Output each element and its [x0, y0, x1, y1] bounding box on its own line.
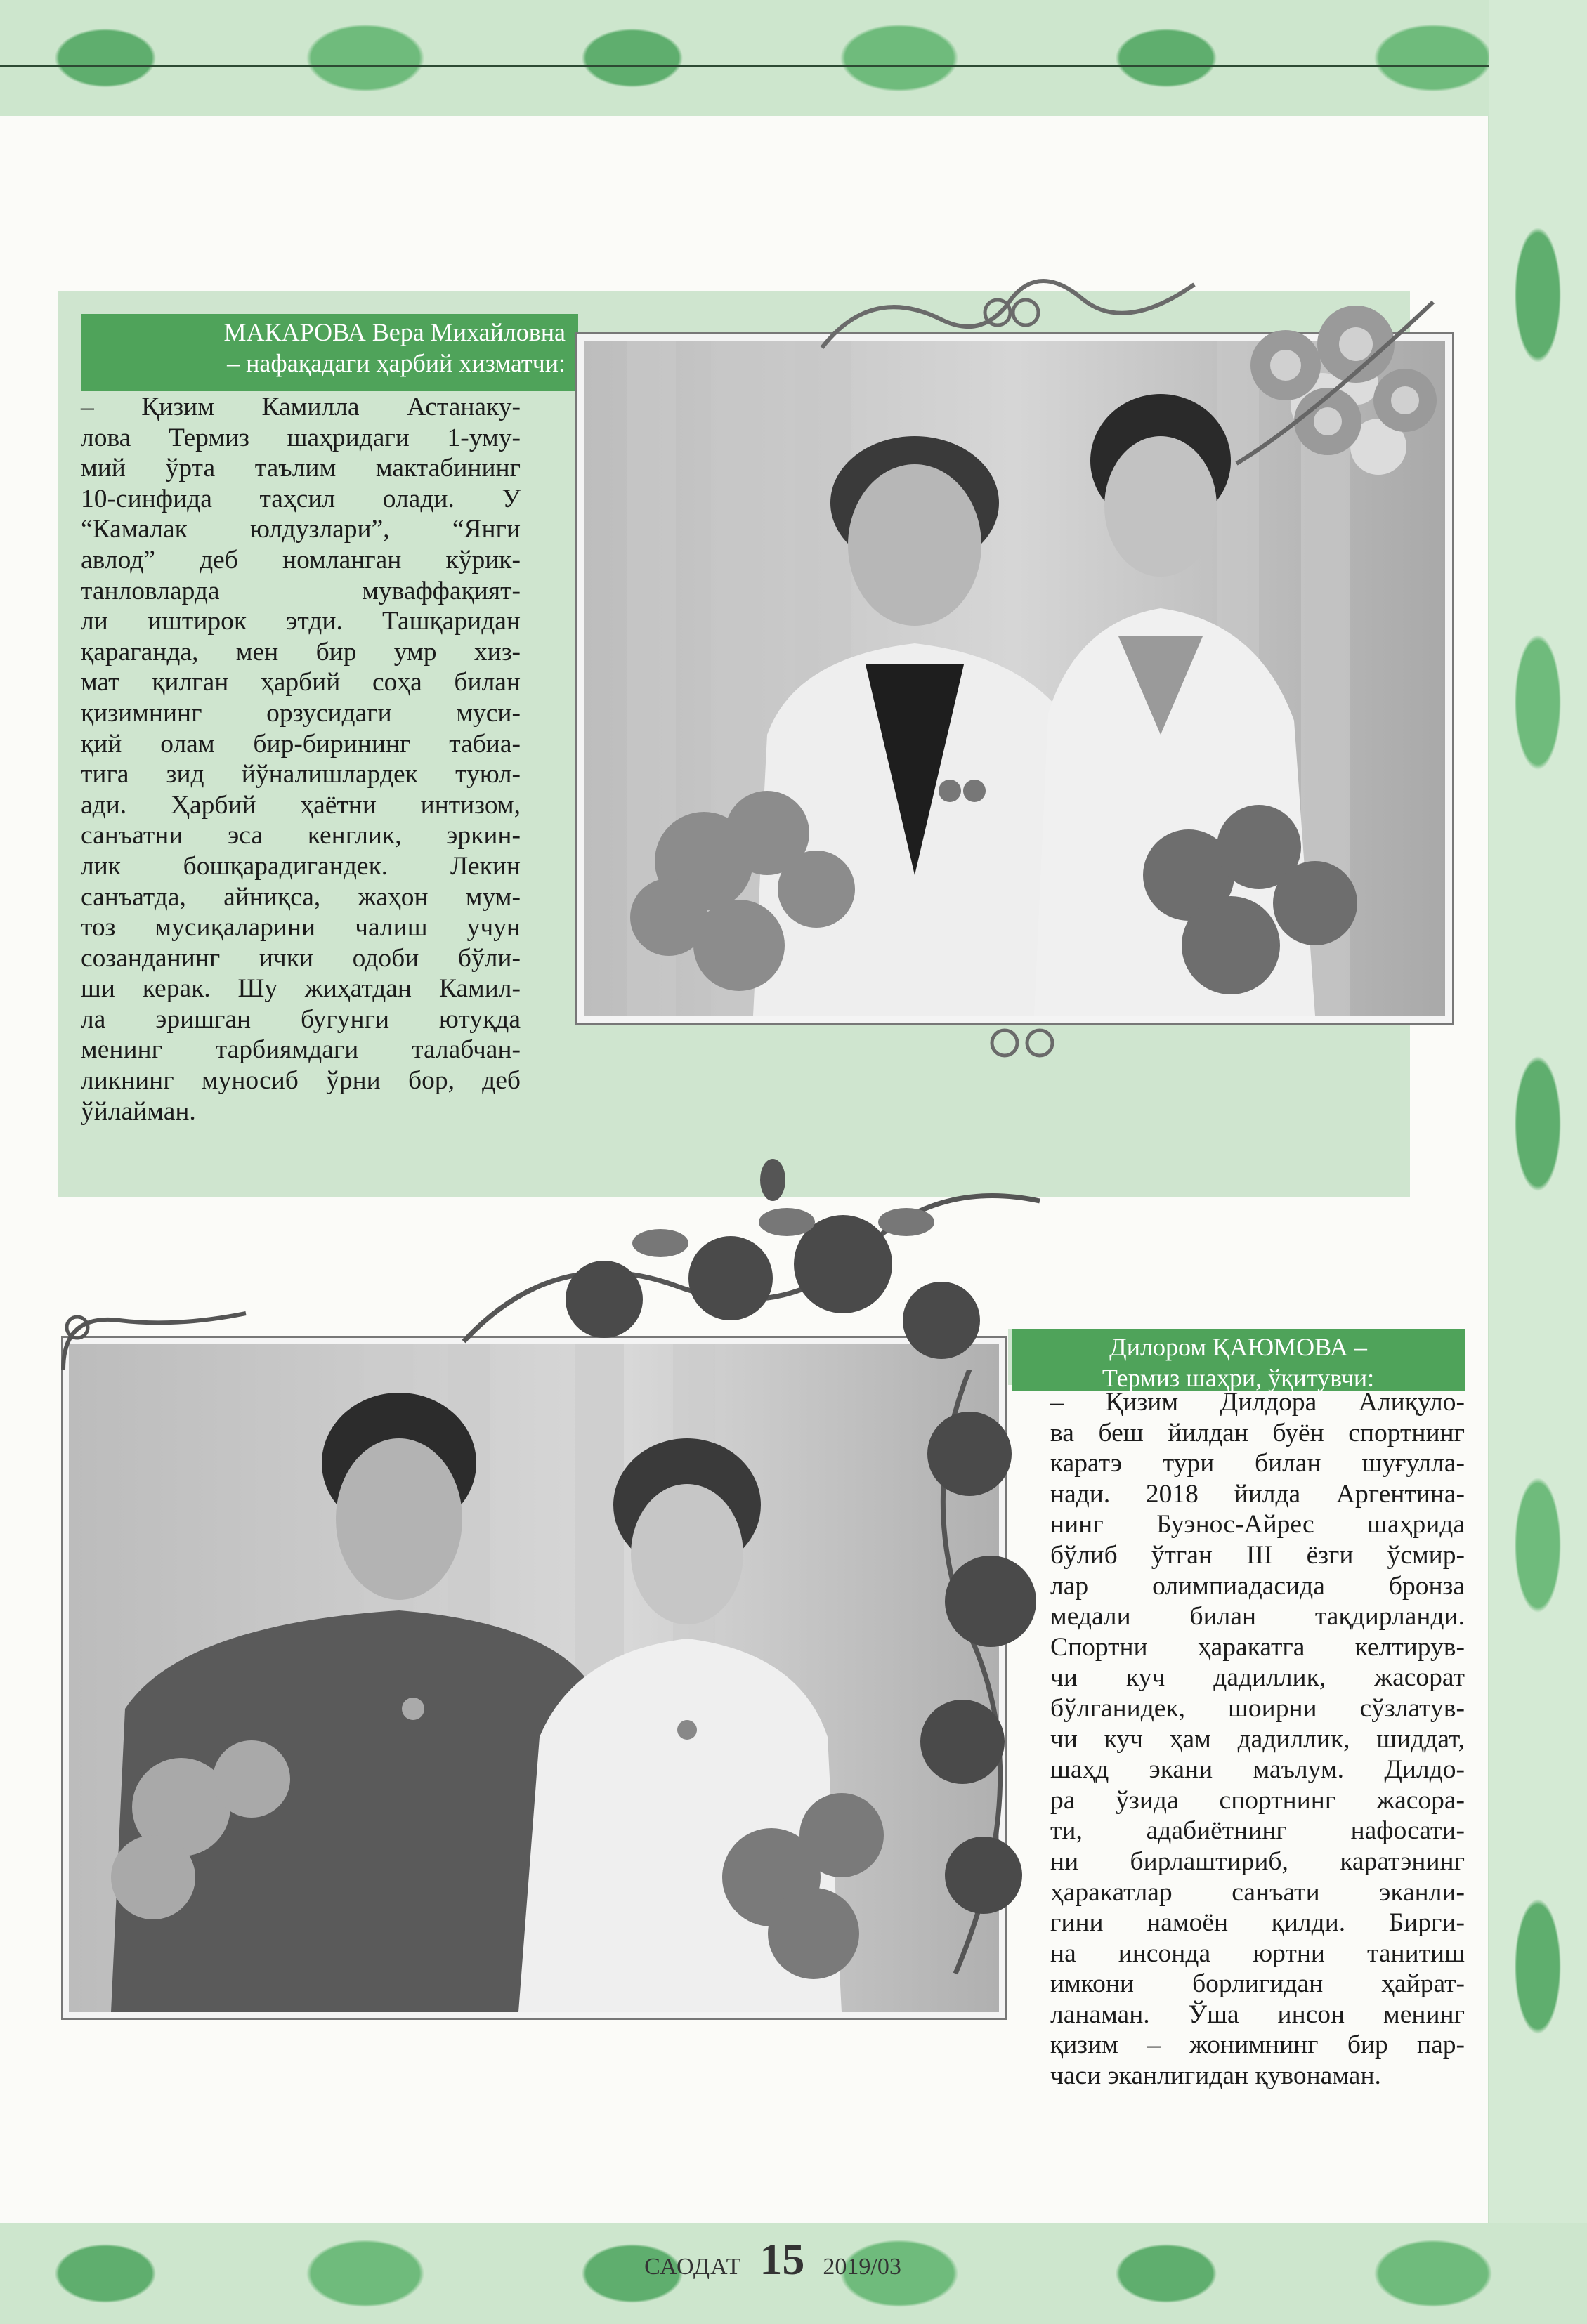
- section2-author-box: [1012, 1329, 1465, 1391]
- section2-author-role: Термиз шаҳри, ўқитувчи:: [1102, 1364, 1375, 1392]
- mother-and-daughter-photo-2: [69, 1344, 999, 2012]
- section2-text-line: часи эканлигидан қувонаман.: [1050, 2061, 1381, 2091]
- section2-text-line: шаҳд экани маълум. Дилдо-: [1050, 1755, 1465, 1785]
- section1-text-line: ши керак. Шу жиҳатдан Камил-: [81, 974, 521, 1004]
- section1-text-line: – Қизим Камилла Астанаку-: [81, 393, 521, 421]
- section2-text-line: ва беш йилдан буён спортнинг: [1050, 1418, 1465, 1447]
- section1-text-line: ади. Ҳарбий ҳаётни интизом,: [81, 790, 521, 820]
- section1-text-line: “Камалак юлдузлари”, “Янги: [81, 515, 521, 544]
- section1-author-name: МАКАРОВА Вера Михайловна: [223, 318, 566, 346]
- section2-text-line: ланаман. Ўша инсон менинг: [1050, 2000, 1465, 2029]
- section1-text-line: қий олам бир-бирининг табиа-: [81, 729, 521, 759]
- section2-text-line: ра ўзида спортнинг жасора-: [1050, 1785, 1465, 1815]
- section1-text-line: тоз мусиқаларини чалиш учун: [81, 913, 521, 943]
- section2-text-line: ҳаракатлар санъати эканли-: [1050, 1877, 1465, 1907]
- flower-bouquet-ornament: [1222, 281, 1454, 485]
- section1-text-line: мат қилган ҳарбий соҳа билан: [81, 668, 521, 697]
- section2-text-line: ни бирлаштириб, каратэнинг: [1050, 1846, 1465, 1876]
- section2-text-line: нади. 2018 йилда Аргентина-: [1050, 1479, 1465, 1509]
- section2-author-name: Дилором ҚАЮМОВА –: [1109, 1333, 1367, 1361]
- section2-text-line: Спортни ҳаракатга келтирув-: [1050, 1632, 1465, 1662]
- section1-text-line: ла эришган бугунги ютуқда: [81, 1004, 521, 1034]
- swirl-ornament-top: [815, 270, 1208, 362]
- section1-text-line: қараганда, мен бир умр хиз-: [81, 637, 521, 667]
- section2-text-line: на инсонда юртни танитиш: [1050, 1938, 1465, 1968]
- section1-author-box: [81, 314, 578, 391]
- issue-number: 2019/03: [823, 2254, 901, 2280]
- section1-text-line: ликнинг муносиб ўрни бор, деб: [81, 1066, 521, 1096]
- section1-text-line: қизимнинг орзусидаги муси-: [81, 698, 521, 728]
- section1-text-line: санъатни эса кенглик, эркин-: [81, 821, 521, 851]
- section2-body-text: [1050, 1387, 1465, 2092]
- section2-text-line: нинг Буэнос-Айрес шаҳрида: [1050, 1510, 1465, 1540]
- section1-text-line: лова Термиз шаҳридаги 1-уму-: [81, 423, 521, 452]
- page-footer: [618, 2233, 927, 2284]
- swirl-ornament-corner: [49, 1299, 260, 1384]
- ikat-pattern-right: [1489, 0, 1587, 2324]
- section2-text-line: каратэ тури билан шуғулла-: [1050, 1449, 1465, 1478]
- section1-text-line: ўйлайман.: [81, 1096, 196, 1126]
- section2-text-line: чи куч дадиллик, жасорат: [1050, 1663, 1465, 1693]
- section1-text-line: лик бошқарадигандек. Лекин: [81, 851, 521, 881]
- section1-text-line: мий ўрта таълим мактабининг: [81, 454, 521, 483]
- rose-ornament-top: [450, 1159, 1054, 1370]
- section1-author-role: – нафақадаги ҳарбий хизматчи:: [227, 349, 566, 377]
- swirl-ornament-bottom: [977, 1025, 1068, 1061]
- section1-text-line: тига зид йўналишлардек туюл-: [81, 760, 521, 789]
- section1-text-line: ли иштирок этди. Ташқаридан: [81, 607, 521, 636]
- section2-text-line: чи куч ҳам дадиллик, шиддат,: [1050, 1724, 1465, 1754]
- rose-ornament-side: [892, 1370, 1047, 1988]
- section1-text-line: созанданинг ички одоби бўли-: [81, 943, 521, 973]
- section2-text-line: қизим – жонимнинг бир пар-: [1050, 2030, 1465, 2060]
- section2-text-line: гини намоён қилди. Бирги-: [1050, 1908, 1465, 1938]
- section2-text-line: имкони борлигидан ҳайрат-: [1050, 1969, 1465, 1999]
- top-rule: [0, 65, 1587, 67]
- ikat-pattern-top: [0, 0, 1587, 116]
- page-number: 15: [759, 2234, 805, 2284]
- section2-text-line: бўлиб ўтган III ёзги ўсмир-: [1050, 1540, 1465, 1570]
- section2-text-line: лар олимпиадасида бронза: [1050, 1571, 1465, 1601]
- section2-text-line: бўлганидек, шоирни сўзлатув-: [1050, 1693, 1465, 1723]
- section1-text-line: 10-синфида таҳсил олади. У: [81, 484, 521, 513]
- section1-text-line: авлод” деб номланган кўрик-: [81, 545, 521, 575]
- section1-text-line: менинг тарбиямдаги талабчан-: [81, 1035, 521, 1065]
- section1-text-line: санъатда, айниқса, жаҳон мум-: [81, 882, 521, 912]
- section1-text-line: танловларда муваффақият-: [81, 576, 521, 605]
- section2-text-line: – Қизим Дилдора Алиқуло-: [1050, 1388, 1465, 1417]
- magazine-name: САОДАТ: [644, 2254, 742, 2280]
- section2-text-line: ти, адабиётнинг нафосати-: [1050, 1816, 1465, 1846]
- section2-photo: [63, 1338, 1005, 2018]
- section2-text-line: медали билан тақдирланди.: [1050, 1602, 1465, 1632]
- section1-body-text: [81, 392, 521, 1127]
